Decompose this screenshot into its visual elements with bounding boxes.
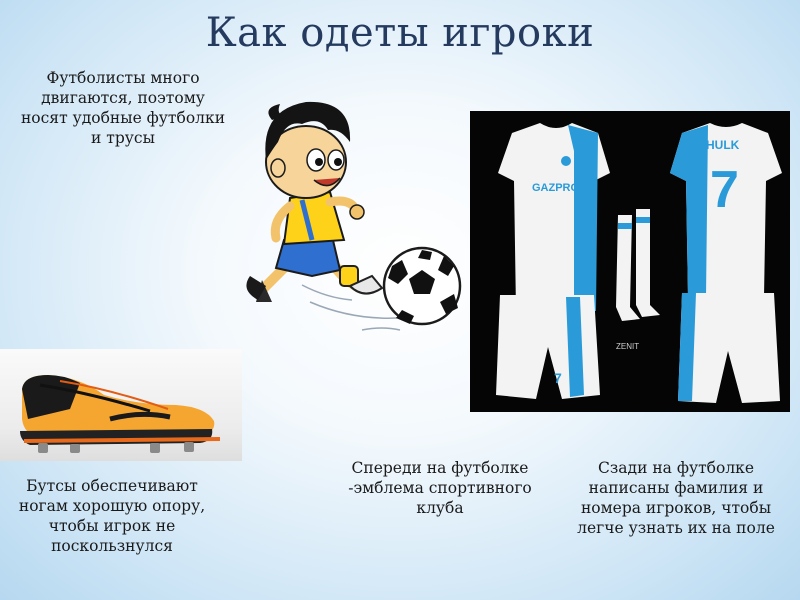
sponsor-label: GAZPROM xyxy=(532,182,589,194)
back-number-label: 7 xyxy=(710,161,739,219)
club-label: ZENIT xyxy=(616,342,640,351)
players-caption: Футболисты много двигаются, поэтому носят удобные футболки и трусы xyxy=(20,69,226,147)
socks xyxy=(616,209,660,321)
football-kit-image xyxy=(470,111,790,412)
football-boot-image xyxy=(0,349,242,461)
back-caption: Сзади на футболке написаны фамилия и номера игроков, чтобы легче узнать их на поле xyxy=(577,459,775,537)
back-shirt xyxy=(670,123,782,297)
cartoon-boy-image xyxy=(232,80,472,338)
slide-title: Как одеты игроки xyxy=(205,10,595,56)
front-shorts xyxy=(496,295,600,399)
front-caption: Спереди на футболке -эмблема спортивного клуба xyxy=(348,459,532,517)
boot-icon xyxy=(20,375,220,453)
soccer-ball-icon xyxy=(384,248,460,324)
back-name-label: HULK xyxy=(706,138,740,152)
boots-caption: Бутсы обеспечивают ногам хорошую опору, чтобы игрок не поскользнулся xyxy=(18,477,206,555)
front-shirt xyxy=(498,123,610,311)
back-shorts xyxy=(678,293,780,403)
shorts-number-label: 7 xyxy=(554,370,562,386)
